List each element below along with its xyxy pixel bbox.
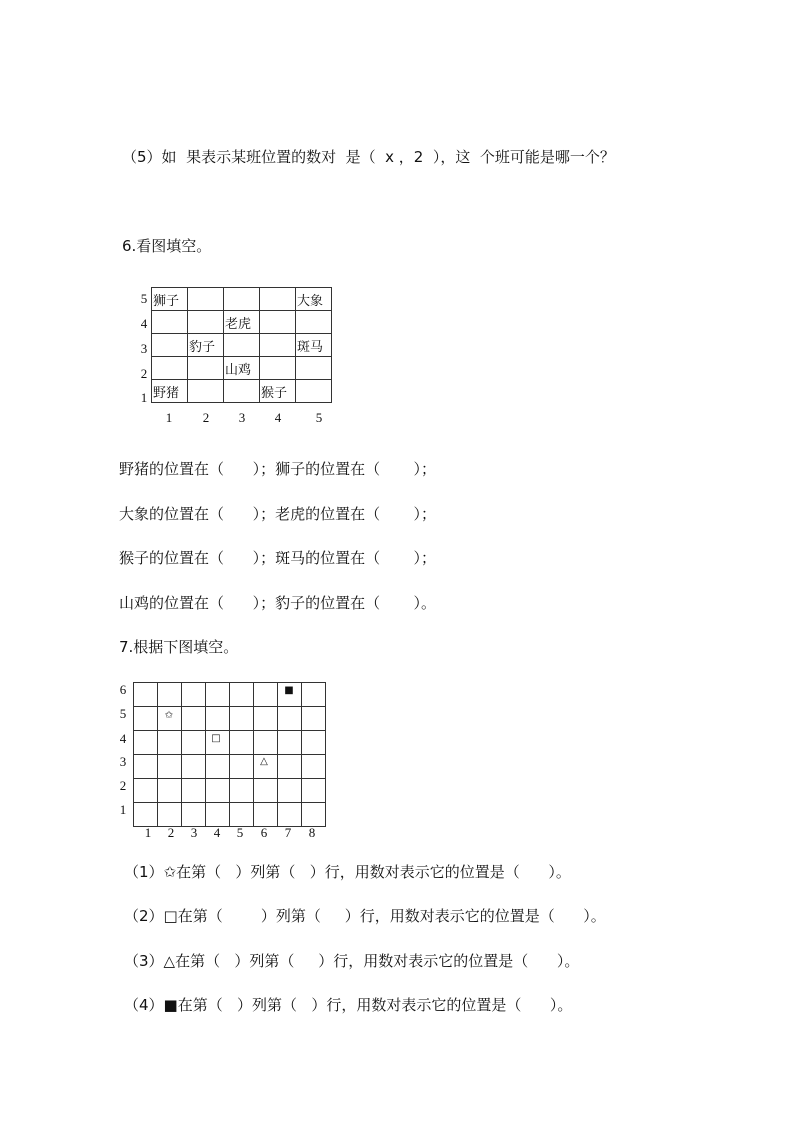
q6-row-label: 3 [140,341,148,356]
grid-cell [301,754,326,779]
grid-cell [188,357,224,380]
grid-cell [157,754,182,779]
grid-cell [229,778,254,803]
q5-text: （5）如 果表示某班位置的数对 是（ x ，2 ），这 个班可能是哪一个？ [122,148,615,166]
q6-fill-line: 大象的位置在（ ）；老虎的位置在（ ）； [119,505,436,523]
q6-row-label: 1 [140,390,148,405]
grid-cell [157,778,182,803]
q6-fill-line: 山鸡的位置在（ ）；豹子的位置在（ ）。 [119,594,436,612]
q6-col-label: 5 [315,410,323,425]
q6-title: 6.看图填空。 [122,237,212,255]
grid-cell: 狮子 [152,288,188,311]
q6-row-label: 2 [140,366,148,381]
q6-col-label: 1 [165,410,173,425]
q7-col-label: 8 [308,825,316,840]
grid-cell [260,288,296,311]
q7-fill-line: （3）△在第（ ）列第（ ）行，用数对表示它的位置是（ ）。 [124,952,580,970]
grid-cell [205,682,230,707]
grid-cell [229,706,254,731]
grid-cell [229,730,254,755]
filled-square-symbol: ■ [284,685,294,696]
grid-cell [188,288,224,311]
grid-cell: 豹子 [188,334,224,357]
grid-cell [253,682,278,707]
grid-cell: 山鸡 [224,357,260,380]
grid-cell [296,380,332,403]
q7-col-label: 5 [236,825,244,840]
grid-cell [301,730,326,755]
grid-cell [188,311,224,334]
grid-cell [181,706,206,731]
q7-col-label: 7 [284,825,292,840]
grid-cell [277,754,302,779]
grid-cell [152,334,188,357]
q7-col-label: 3 [190,825,198,840]
q7-row-label: 4 [119,731,127,746]
q7-row-label: 6 [119,682,127,697]
animal-position-grid [151,287,332,403]
grid-cell [205,778,230,803]
grid-cell [133,730,158,755]
grid-cell [224,288,260,311]
q7-row-label: 1 [119,802,127,817]
q7-title: 7.根据下图填空。 [119,638,239,656]
grid-cell [224,334,260,357]
grid-cell [301,802,326,827]
q7-col-label: 2 [167,825,175,840]
grid-cell [157,730,182,755]
grid-cell [152,311,188,334]
q6-col-label: 4 [274,410,282,425]
grid-cell [133,706,158,731]
grid-cell [157,802,182,827]
grid-cell [301,778,326,803]
grid-cell [152,357,188,380]
grid-cell [253,778,278,803]
grid-cell [157,682,182,707]
grid-cell [301,682,326,707]
grid-cell [296,311,332,334]
grid-cell [181,778,206,803]
q7-col-label: 1 [144,825,152,840]
star-symbol: ✩ [164,710,174,721]
q7-fill-line: （2）□在第（ ）列第（ ）行，用数对表示它的位置是（ ）。 [124,907,606,925]
grid-cell [277,730,302,755]
grid-cell [188,380,224,403]
grid-cell: 老虎 [224,311,260,334]
grid-cell [296,357,332,380]
square-symbol: □ [211,733,221,744]
grid-cell [277,706,302,731]
grid-cell [253,730,278,755]
grid-cell: 猴子 [260,380,296,403]
grid-cell [260,357,296,380]
grid-cell [277,802,302,827]
q6-col-label: 2 [202,410,210,425]
q6-row-label: 5 [140,291,148,306]
grid-cell [205,754,230,779]
grid-cell: 大象 [296,288,332,311]
grid-cell [229,802,254,827]
q7-fill-line: （1）✩在第（ ）列第（ ）行，用数对表示它的位置是（ ）。 [124,863,571,881]
q6-row-label: 4 [140,316,148,331]
grid-cell [133,802,158,827]
q7-fill-line: （4）■在第（ ）列第（ ）行，用数对表示它的位置是（ ）。 [124,996,573,1014]
grid-cell [224,380,260,403]
grid-cell [181,802,206,827]
grid-cell [133,682,158,707]
q7-col-label: 6 [260,825,268,840]
grid-cell [181,730,206,755]
grid-cell: 野猪 [152,380,188,403]
q6-col-label: 3 [238,410,246,425]
grid-cell [133,754,158,779]
triangle-symbol: △ [260,756,268,767]
grid-cell [253,802,278,827]
q7-row-label: 3 [119,754,127,769]
q6-fill-line: 野猪的位置在（ ）；狮子的位置在（ ）； [119,460,436,478]
grid-cell [229,754,254,779]
grid-cell [133,778,158,803]
grid-cell [253,706,278,731]
grid-cell: 斑马 [296,334,332,357]
grid-cell [260,334,296,357]
grid-cell [205,706,230,731]
q7-col-label: 4 [213,825,221,840]
symbol-position-grid [133,682,325,826]
grid-cell [229,682,254,707]
grid-cell [181,682,206,707]
grid-cell [205,802,230,827]
grid-cell [260,311,296,334]
q7-row-label: 2 [119,778,127,793]
q7-row-label: 5 [119,706,127,721]
grid-cell [277,778,302,803]
q6-fill-line: 猴子的位置在（ ）；斑马的位置在（ ）； [119,549,436,567]
grid-cell [181,754,206,779]
grid-cell [301,706,326,731]
